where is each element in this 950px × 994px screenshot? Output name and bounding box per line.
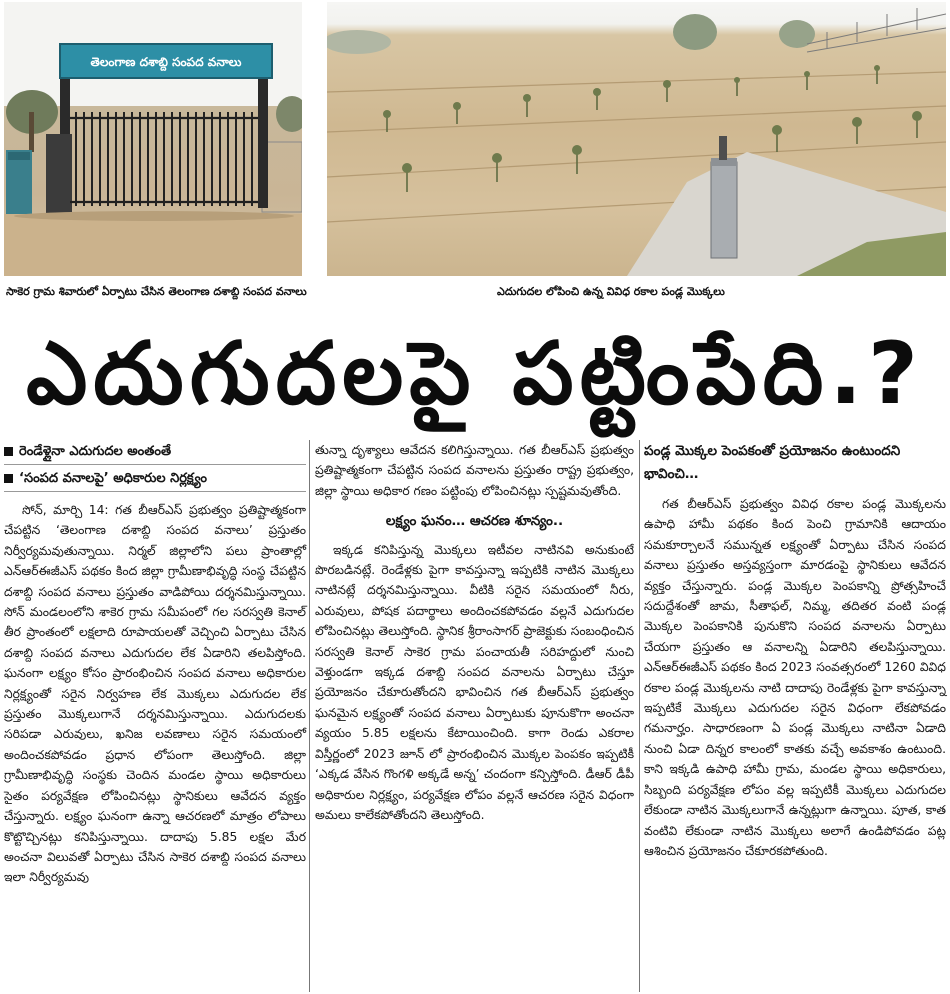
square-bullet-icon	[4, 447, 13, 456]
saplings-photo-illustration	[327, 2, 946, 276]
saplings-photo	[327, 2, 946, 276]
bullet-point	[4, 440, 306, 465]
bullet-text: ‘సంపద వనాలపై’ అధికారుల నిర్లక్ష్యం	[19, 471, 208, 486]
article-column-2	[315, 440, 634, 825]
gate-photo	[4, 2, 302, 276]
column-divider	[639, 440, 640, 992]
photo-caption-right: ఎదుగుదల లోపించి ఉన్న వివిధ రకాల పండ్ల మొక్కలు	[497, 285, 725, 298]
body-paragraph: ఇక్కడ కనిపిస్తున్న మొక్కలు ఇటీవల నాటినవి అనుకుంటే పొరబడినట్లే. రెండేళ్లకు పైగా కావస్తున్నా ఇప్పటికి నాటిన మొక్కలు నాటినట్లే దర్శనమిస్తున్నాయి. వీటికి సరైన సమయంలో నీరు, ఎరువులు, పోషక పదార్థాలు అందించకపోవడం వల్లనే ఎదుగుదల లోపించినట్లు తెలుస్తోంది. స్థానిక శ్రీరాంసాగర్ ప్రాజెక్టుకు సంబంధించిన సరస్వతి కెనాల్ సాకెర గ్రామ పంచాయతీ సరిహద్దులో నుంచి వెళ్తుండగా ఇక్కడ దశాబ్ది సంపద వనాలను ఏర్పాటు చేస్తూ ప్రయోజనం చేకూరుతోందని భావించిన గత బీఆర్ఎస్ ప్రభుత్వం ఘనమైన లక్ష్యంతో సంపద వనాలు ఏర్పాటుకు పూనుకొగా అంచనా వ్యయం 5.85 లక్షలను కేటాయించింది. కాగా రెండు ఎకరాల విస్తీర్ణంలో 2023 జూన్ లో ప్రారంభించిన మొక్కల పెంపకం ఇప్పటికీ ‘ఎక్కడ వేసిన గొంగళి అక్కడే అన్న’ చందంగా కన్పిస్తోంది. డీఆర్ డీపీ అధికారుల నిర్లక్ష్యం, పర్యవేక్షణ లోపం వల్లనే ఆచరణ సరైన విధంగా అమలు కాలేకపోతోందని తెలుస్తోంది.	[315, 542, 634, 822]
article-column-1	[4, 440, 306, 888]
body-paragraph: సోన్, మార్చి 14: గత బీఆర్ఎస్ ప్రభుత్వం ప్రతిష్టాత్మకంగా చేపట్టిన ‘తెలంగాణ దశాబ్ది సంపద వనాలు’ ప్రస్తుతం నిర్వీర్యమవుతున్నాయి. నిర్మల్ జిల్లాలోని పలు ప్రాంతాల్లో ఎన్ఆర్ఈజీఎస్ పథకం కింద జిల్లా గ్రామీణాభివృద్ధి సంస్థ చేపట్టిన దశాబ్ది సంపద వనాలు ప్రస్తుతం వాడిపోయి దర్శనమిస్తున్నాయి. సోన్ మండలంలోని శాకెర గ్రామ సమీపంలో గల సరస్వతి కెనాల్ తీర ప్రాంతంలో లక్షలాది రూపాయలతో వెచ్చించి ఏర్పాటు చేసిన దశాబ్ది సంపద వనాలు ఎదుగుదల లేక ఏడారిని తలపిస్తోంది. ఘనంగా లక్ష్యం కోసం ప్రారంభించిన సంపద వనాలు అధికారుల నిర్లక్ష్యంతో సరైన నిర్వహణ లేక మొక్కలు ఎదుగుదల లేక ప్రస్తుతం మొక్కలుగానే దర్శనమిస్తున్నాయి. ఎదుగుదలకు సరిపడా ఎరువులు, ఖనిజ లవణాలు సరైన సమయంలో అందించకపోవడం ప్రధాన లోపంగా తెలుస్తోంది. జిల్లా గ్రామీణాభివృద్ధి సంస్థకు చెందిన మండల స్థాయి అధికారులు సైతం పర్యవేక్షణ లోపించినట్లు స్థానికులు ఆవేదన వ్యక్తం చేస్తున్నారు. లక్ష్యం ఘనంగా ఉన్నా ఆచరణలో మాత్రం లోపాలు కొట్టొచ్చినట్లు కనిపిస్తున్నాయి. దాదాపు 5.85 లక్షల మేర అంచనా విలువతో ఏర్పాటు చేసిన సాకెర దశాబ్ది సంపద వనాలు ఇలా నిర్వీర్యమవు	[4, 503, 306, 885]
body-paragraph: తున్నా దృశ్యాలు ఆవేదన కలిగిస్తున్నాయి. గత బీఆర్ఎస్ ప్రభుత్వం ప్రతిష్టాత్మకంగా చేపట్టిన సంపద వనాలను ప్రస్తుతం రాష్ట్ర ప్రభుత్వం, జిల్లా స్థాయి అధికార గణం పట్టింపు లోపించినట్లు స్పష్టమవుతోంది.	[315, 443, 634, 498]
subheading: లక్ష్యం ఘనం… ఆచరణ శూన్యం..	[385, 513, 564, 530]
gate-photo-illustration	[4, 2, 302, 276]
gate-sign-text: తెలంగాణ దశాబ్ది సంపద వనాలు	[90, 55, 242, 69]
headline: ఎదుగుదలపై పట్టింపేది.?	[26, 324, 924, 424]
square-bullet-icon	[4, 474, 13, 483]
photo-caption-left: సాకెర గ్రామ శివారులో ఏర్పాటు చేసిన తెలంగాణ దశాబ్ది సంపద వనాలు	[6, 285, 307, 298]
body-paragraph: గత బీఆర్ఎస్ ప్రభుత్వం వివిధ రకాల పండ్ల మొక్కలను ఉపాధి హామీ పథకం కింద పెంచి గ్రామానికి ఆదాయం సమకూర్చాలనే సమున్నత లక్ష్యంతో ఏర్పాటు చేసిన సంపద వనాలు ప్రస్తుతం అస్తవ్యస్తంగా మారడంపై స్థానికులు ఆవేదన వ్యక్తం చేస్తున్నారు. పండ్ల మొక్కల పెంపకాన్ని ప్రోత్సహించే సదుద్దేశంతో జామ, సీతాఫల్, నిమ్మ, తదితర వంటి పండ్ల మొక్కల పెంపకానికి పునుకొని సంపద వనాలను ఏర్పాటు చేయగా ప్రస్తుతం ఆ వనాలన్ని ఏడారిని తలపిస్తున్నాయి. ఎన్ఆర్ఈజీఎస్ పథకం కింద 2023 సంవత్సరంలో 1260 వివిధ రకాల పండ్ల మొక్కలను నాటి దాదాపు రెండేళ్లకు పైగా కావస్తున్నా ఇప్పటికే మొక్కలు ఎదుగుదల సరైన విధంగా లేకపోవడం గమనార్హం. సాధారణంగా ఏ పండ్ల మొక్కలు నాటినా ఏడాది నుంచి ఏడా దిన్నర కాలంలో కాతకు వచ్చే అవకాశం ఉంటుంది. కాని ఇక్కడి ఉపాధి హామీ గ్రామ, మండల స్థాయి అధికారులు, సిబ్బంది పర్యవేక్షణ లోపం వల్ల ఇప్పటికీ మొక్కలు ఎదుగుదల లేకుండా నాటిన మొక్కలుగానే ఉన్నట్లుగా ఉన్నాయి. పూత, కాత వంటివి లేకుండా నాటిన మొక్కలు అలాగే ఉండిపోవడం పట్ల ఆశించిన ప్రయోజనం చేకూరకపోతుంది.	[644, 497, 946, 858]
bullet-text: రెండేళ్లైనా ఎదుగుదల అంతంతే	[19, 444, 172, 459]
article-column-3	[644, 440, 946, 861]
bullet-point	[4, 467, 306, 492]
column-divider	[309, 440, 310, 992]
subheading: పండ్ల మొక్కల పెంపకంతో ప్రయోజనం ఉంటుందని భావించి…	[644, 443, 901, 482]
